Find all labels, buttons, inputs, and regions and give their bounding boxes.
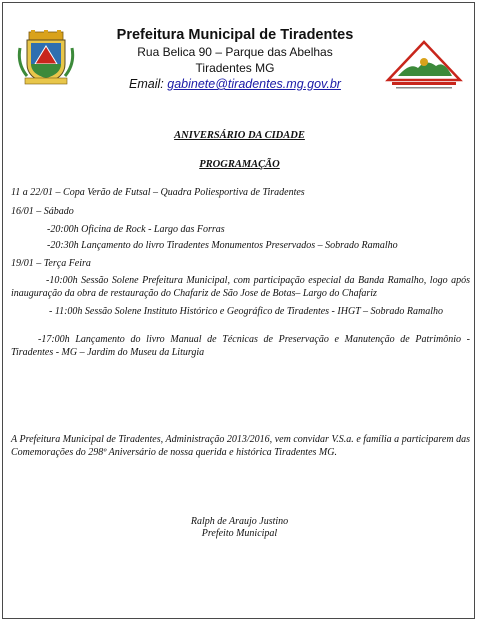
- letterhead: [100, 26, 370, 93]
- signature-title: Prefeito Municipal: [201, 528, 278, 539]
- heading-aniversario: ANIVERSÁRIO DA CIDADE: [174, 130, 305, 141]
- email-link[interactable]: gabinete@tiradentes.mg.gov.br: [167, 77, 341, 91]
- email-line: [100, 76, 370, 93]
- event-lancamento-manual: -17:00h Lançamento do livro Manual de Técnicas de Preservação e Manutenção de Patrimônio - Tiradentes - MG – Jardim do Museu da Liturgia: [11, 334, 470, 358]
- event-sessao-solene-prefeitura: -10:00h Sessão Solene Prefeitura Municipal, com participação especial da Banda Ramalho, logo após inauguração da obra de restauração do Chafariz de São Jose de Botas– Largo do Chafariz: [11, 275, 470, 299]
- email-label: Email:: [129, 77, 164, 91]
- invitation-paragraph: A Prefeitura Municipal de Tiradentes, Administração 2013/2016, vem convidar V.S.a. e família a participarem das Comemorações do 298º Aniversário de nossa querida e histórica Tiradentes MG.: [11, 434, 470, 458]
- date-16-01: 16/01 – Sábado: [11, 206, 74, 217]
- event-lancamento-livro: -20:30h Lançamento do livro Tiradentes Monumentos Preservados – Sobrado Ramalho: [47, 240, 398, 251]
- municipal-crest-logo: [17, 30, 75, 86]
- heading-programacao: PROGRAMAÇÃO: [199, 159, 280, 170]
- event-copa-verao: 11 a 22/01 – Copa Verão de Futsal – Quadra Poliesportiva de Tiradentes: [11, 187, 305, 198]
- address-line: Rua Belica 90 – Parque das Abelhas: [137, 45, 333, 59]
- event-oficina-rock: -20:00h Oficina de Rock - Largo das Forras: [47, 224, 225, 235]
- municipality-title: Prefeitura Municipal de Tiradentes: [116, 27, 354, 43]
- city-line: Tiradentes MG: [195, 61, 275, 75]
- anniversary-emblem-logo: [384, 38, 464, 94]
- date-19-01: 19/01 – Terça Feira: [11, 258, 91, 269]
- event-sessao-solene-ihgt: - 11:00h Sessão Solene Instituto Histórico e Geográfico de Tiradentes - IHGT – Sobrado Ramalho: [49, 306, 444, 317]
- signature-name: Ralph de Araujo Justino: [190, 516, 289, 527]
